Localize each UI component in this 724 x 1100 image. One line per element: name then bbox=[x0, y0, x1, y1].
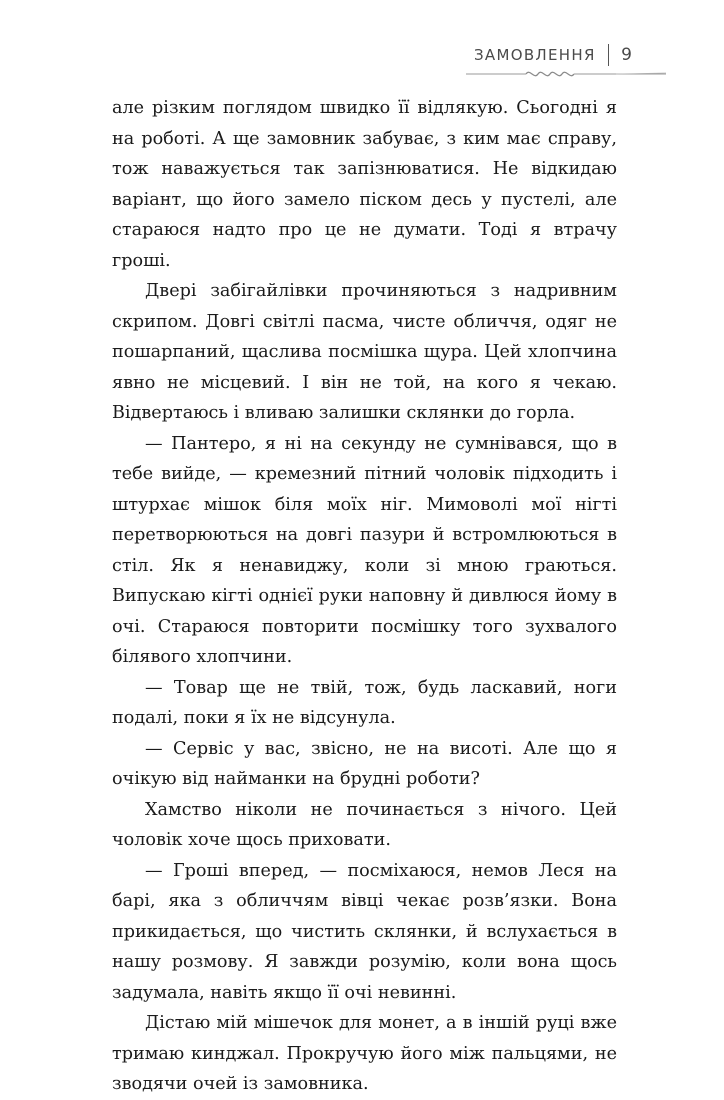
chapter-title: ЗАМОВЛЕННЯ bbox=[474, 46, 596, 64]
paragraph: Хамство ніколи не починається з нічого. Цей чоловік хоче щось приховати. bbox=[112, 799, 617, 850]
header-ornament-icon bbox=[466, 62, 666, 86]
paragraph: Дістаю мій мішечок для монет, а в іншій руці вже тримаю кинджал. Прокручую його між пальцями, не зводячи очей із замовника. bbox=[112, 1013, 617, 1094]
paragraph: — Гроші вперед, — посміхаюся, немов Леся на барі, яка з обличчям вівці чекає розв’язки. Вона прикидається, що чистить склянки, й вслухається в нашу розмову. Я завжди розумію, коли вона щось задумала, навіть якщо її очі невинні. bbox=[112, 860, 617, 1003]
paragraph: — Товар ще не твій, тож, будь ласкавий, ноги подалі, поки я їх не відсунула. bbox=[112, 677, 617, 728]
body-text bbox=[112, 93, 617, 1100]
page-number: 9 bbox=[621, 45, 632, 65]
paragraph: — Пантеро, я ні на секунду не сумнівався, що в тебе вийде, — кремезний пітний чоловік підходить і штурхає мішок біля моїх ніг. Мимоволі мої нігті перетворюються на довгі пазури й встромлюються в стіл. Як я ненавиджу, коли зі мною граються. Випускаю кігті однієї руки наповну й дивлюся йому в очі. Стараюся повторити посмішку того зухвалого білявого хлопчини. bbox=[112, 433, 617, 667]
paragraph: — Сервіс у вас, звісно, не на висоті. Але що я очікую від найманки на брудні роботи? bbox=[112, 738, 617, 789]
paragraph: але різким поглядом швидко її відлякую. Сьогодні я на роботі. А ще замовник забуває, з ким має справу, тож наважується так запізнюватися. Не відкидаю варіант, що його замело піском десь у пустелі, але стараюся надто про це не думати. Тоді я втрачу гроші. bbox=[112, 98, 617, 271]
paragraph: Двері забігайлівки прочиняються з надривним скрипом. Довгі світлі пасма, чисте обличчя, одяг не пошарпаний, щаслива посмішка щура. Цей хлопчина явно не місцевий. І він не той, на кого я чекаю. Відвертаюсь і вливаю залишки склянки до горла. bbox=[112, 281, 617, 423]
